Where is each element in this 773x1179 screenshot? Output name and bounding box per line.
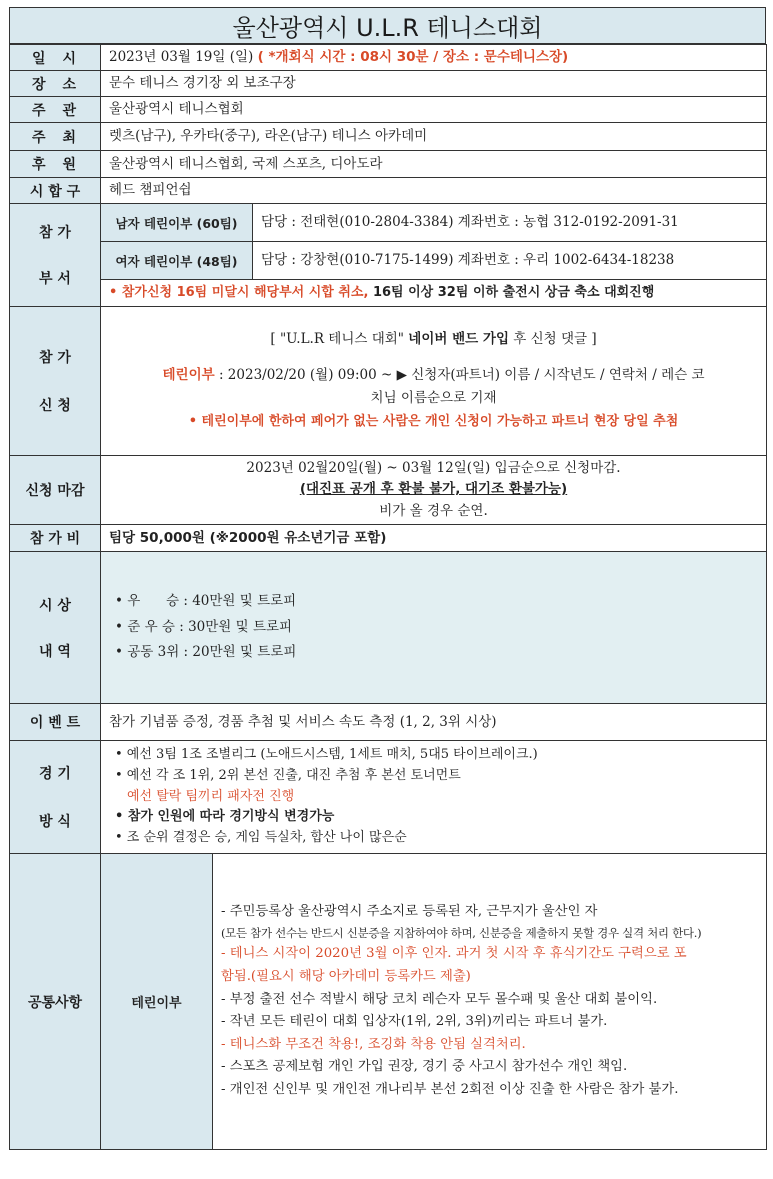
row-division-women [10,242,767,280]
sponsor-value: 울산광역시 테니스협회, 국제 스포츠, 디아도라 [101,151,767,178]
fee-value: 팀당 50,000원 (※2000원 유소년기금 포함) [101,525,767,552]
division-contact: 담당 : 전태현(010-2804-3384) 계좌번호 : 농협 312-0192-2091-31 [253,204,767,242]
ball-value: 헤드 챔피언쉽 [101,178,767,204]
prize-item: • 공동 3위 : 20만원 및 트로피 [115,644,297,661]
row-fee: 참 가 비 팀당 50,000원 (※2000원 유소년기금 포함) [10,525,767,552]
opening-note: ( *개회식 시간 : 08시 30분 / 장소 : 문수테니스장) [257,49,569,66]
row-organizer: 주 관 울산광역시 테니스협회 [10,97,767,123]
row-division-men: 참 가 부 서 남자 테린이부 (60팀) 담당 : 전태현(010-2804-3384) 계좌번호 : 농협 312-0192-2091-31 [10,204,767,242]
row-format: 경 기 방 식 • 예선 3팀 1조 조별리그 (노애드시스템, 1세트 매치, 5대5 타이브레이크.) • 예선 각 조 1위, 2위 본선 진출, 대진 추첨 후 본선 토너먼트 예선 탈락 팀끼리 패자전 진행 • 참가 인원에 따라 경기방식 변경가능 • 조 순위 결정은 승, 게임 득실차, 합산 나이 많은순 [10,741,767,854]
page-title: 울산광역시 U.L.R 테니스대회 [9,7,766,44]
application-note: • 테린이부에 한하여 페어가 없는 사람은 개인 신청이 가능하고 파트너 현장 당일 추첨 [188,414,679,430]
host-value: 렛츠(남구), 우카타(중구), 라온(남구) 테니스 아카데미 [101,123,767,151]
venue-value: 문수 테니스 경기장 외 보조구장 [101,71,767,97]
row-prizes: 시 상 내 역 • 우 승 : 40만원 및 트로피 • 준 우 승 : 30만원 및 트로피 • 공동 3위 : 20만원 및 트로피 [10,552,767,704]
row-application: 참 가 신 청 [ "U.L.R 테니스 대회" 네이버 밴드 가입 후 신청 댓글 ] 테린이부 : 2023/02/20 (월) 09:00 ~ ▶ 신청자(파트너) 이름 / 시작년도 / 연락처 / 레슨 코 치님 이름순으로 기재 • 테린이부에 한하여 페어가 없는 사람은 개인 신청이 가능하고 파트너 현장 당일 추첨 [10,307,767,456]
info-table [9,44,767,1150]
application-format: 테린이부 : 2023/02/20 (월) 09:00 ~ ▶ 신청자(파트너) 이름 / 시작년도 / 연락처 / 레슨 코 [162,366,705,383]
division-name: 남자 테린이부 (60팀) [101,204,253,242]
row-venue: 장 소 문수 테니스 경기장 외 보조구장 [10,71,767,97]
row-division-note: • 참가신청 16팀 미달시 해당부서 시합 취소, 16팀 이상 32팀 이하 출전시 상금 축소 대회진행 [10,280,767,307]
row-event: 이 벤 트 참가 기념품 증정, 경품 추첨 및 서비스 속도 측정 (1, 2, 3위 시상) [10,704,767,741]
date-value: 2023년 03월 19일 (일) [109,49,254,66]
prize-item: • 준 우 승 : 30만원 및 트로피 [115,618,293,635]
prize-item: • 우 승 : 40만원 및 트로피 [115,593,297,610]
event-value: 참가 기념품 증정, 경품 추첨 및 서비스 속도 측정 (1, 2, 3위 시상) [101,704,767,741]
row-sponsor: 후 원 울산광역시 테니스협회, 국제 스포츠, 디아도라 [10,151,767,178]
row-deadline: 신청 마감 2023년 02월20일(월) ~ 03월 12일(일) 입금순으로 신청마감. (대진표 공개 후 환불 불가, 대기조 환불가능) 비가 올 경우 순연. [10,456,767,525]
row-common: 공통사항 테린이부 - 주민등록상 울산광역시 주소지로 등록된 자, 근무지가 울산인 자 (모든 참가 선수는 반드시 신분증을 지참하여야 하며, 신분증을 제출하지 못할 경우 실격 처리 한다.) - 테니스 시작이 2020년 3월 이후 인자. 과거 첫 시작 후 휴식기간도 구력으로 포 함됨.(필요시 해당 아카데미 등록카드 제출) - 부정 출전 선수 적발시 해당 코치 레슨자 모두 몰수패 및 울산 대회 불이익. - 작년 모든 테린이 대회 입상자(1위, 2위, 3위)끼리는 파트너 불가. - 테니스화 무조건 착용!, 조깅화 착용 안됨 실격처리. - 스포츠 공제보험 개인 가입 권장, 경기 중 사고시 참가선수 개인 책임. - 개인전 신인부 및 개인전 개나리부 본선 2회전 이상 진출 한 사람은 참가 불가. [10,854,767,1150]
row-ball: 시 합 구 헤드 챔피언쉽 [10,178,767,204]
row-date: 일 시 2023년 03월 19일 (일) ( *개회식 시간 : 08시 30분 / 장소 : 문수테니스장) [10,45,767,71]
tournament-sheet [9,7,766,1150]
organizer-value: 울산광역시 테니스협회 [101,97,767,123]
application-band: [ "U.L.R 테니스 대회" 네이버 밴드 가입 후 신청 댓글 ] [270,331,597,348]
division-contact: 담당 : 강창현(010-7175-1499) 계좌번호 : 우리 1002-6434-18238 [253,242,767,280]
row-host: 주 최 렛츠(남구), 우카타(중구), 라온(남구) 테니스 아카데미 [10,123,767,151]
division-name: 여자 테린이부 (48팀) [101,242,253,280]
